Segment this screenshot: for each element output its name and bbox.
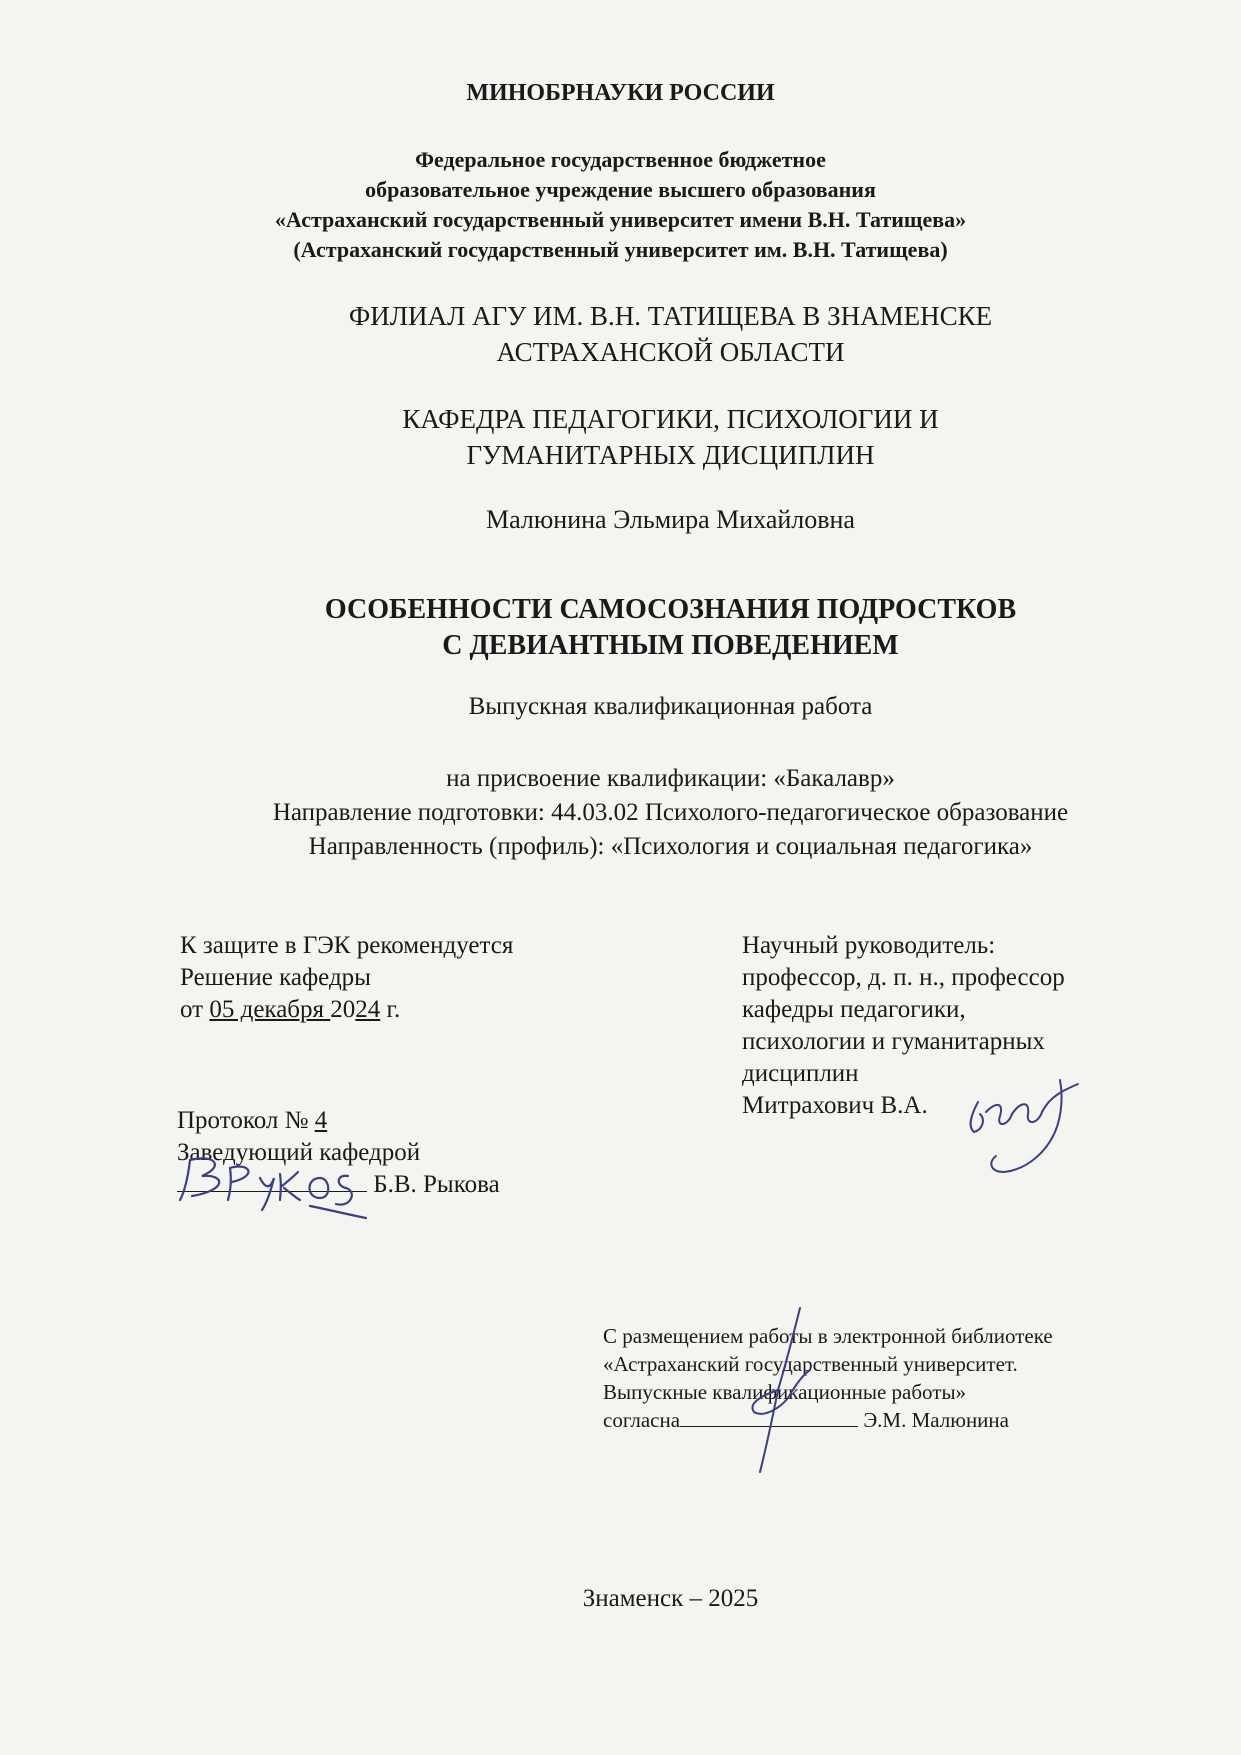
supervisor-signature: [960, 1072, 1090, 1182]
student-name: Э.М. Малюнина: [863, 1408, 1009, 1432]
branch-line: ФИЛИАЛ АГУ ИМ. В.Н. ТАТИЩЕВА В ЗНАМЕНСКЕ: [348, 301, 993, 331]
supervisor-label: Научный руководитель:: [742, 932, 996, 959]
supervisor-title-line: дисциплин: [742, 1060, 859, 1087]
head-label: Заведующий кафедрой: [177, 1139, 421, 1166]
institution-line: Федеральное государственное бюджетное: [415, 147, 826, 172]
branch-name: [0, 298, 1241, 370]
protocol-number: Протокол № 4: [177, 1107, 328, 1134]
decision-line: Решение кафедры: [180, 964, 371, 991]
supervisor-title-line: психологии и гуманитарных: [742, 1028, 1045, 1055]
city-year: Знаменск – 2025: [582, 1585, 759, 1612]
consent-line: С размещением работы в электронной библиотеке: [603, 1324, 1053, 1348]
supervisor-name: Митрахович В.А.: [742, 1092, 928, 1119]
institution-line: (Астраханский государственный университет им. В.Н. Татищева): [293, 237, 948, 262]
student-signature: [730, 1300, 820, 1480]
decision-date: от 05 декабря 2024 г.: [180, 996, 401, 1023]
author-name: Малюнина Эльмира Михайловна: [486, 505, 855, 534]
work-type: Выпускная квалификационная работа: [468, 693, 873, 720]
defense-recommendation: [180, 930, 513, 1026]
supervisor-title-line: профессор, д. п. н., профессор: [742, 964, 1065, 991]
head-signature: [170, 1148, 370, 1223]
institution-name: [0, 145, 1241, 265]
consent-line: Выпускные квалификационные работы»: [603, 1380, 967, 1404]
department-line: КАФЕДРА ПЕДАГОГИКИ, ПСИХОЛОГИИ И: [402, 404, 939, 434]
consent-agree-line: согласна Э.М. Малюнина: [603, 1408, 1009, 1432]
thesis-title-line: ОСОБЕННОСТИ САМОСОЗНАНИЯ ПОДРОСТКОВ: [324, 594, 1017, 625]
head-name: Б.В. Рыкова: [373, 1171, 500, 1198]
qualification-info: [0, 762, 1241, 864]
institution-line: «Астраханский государственный университет имени В.Н. Татищева»: [274, 207, 967, 232]
department-name: [0, 401, 1241, 473]
institution-line: образовательное учреждение высшего образования: [365, 177, 876, 202]
thesis-title-line: С ДЕВИАНТНЫМ ПОВЕДЕНИЕМ: [442, 630, 899, 661]
consent-line: «Астраханский государственный университет.: [603, 1352, 1018, 1376]
qualification-line: Направление подготовки: 44.03.02 Психолого-педагогическое образование: [272, 799, 1069, 826]
defense-line: К защите в ГЭК рекомендуется: [180, 932, 514, 959]
ministry-heading: МИНОБРНАУКИ РОССИИ: [466, 80, 775, 106]
branch-line: АСТРАХАНСКОЙ ОБЛАСТИ: [496, 337, 845, 367]
thesis-title: [0, 592, 1241, 664]
qualification-line: на присвоение квалификации: «Бакалавр»: [446, 765, 895, 792]
supervisor-title-line: кафедры педагогики,: [742, 996, 966, 1023]
qualification-line: Направленность (профиль): «Психология и социальная педагогика»: [308, 833, 1033, 860]
department-line: ГУМАНИТАРНЫХ ДИСЦИПЛИН: [466, 440, 875, 470]
library-consent: [603, 1322, 1053, 1434]
